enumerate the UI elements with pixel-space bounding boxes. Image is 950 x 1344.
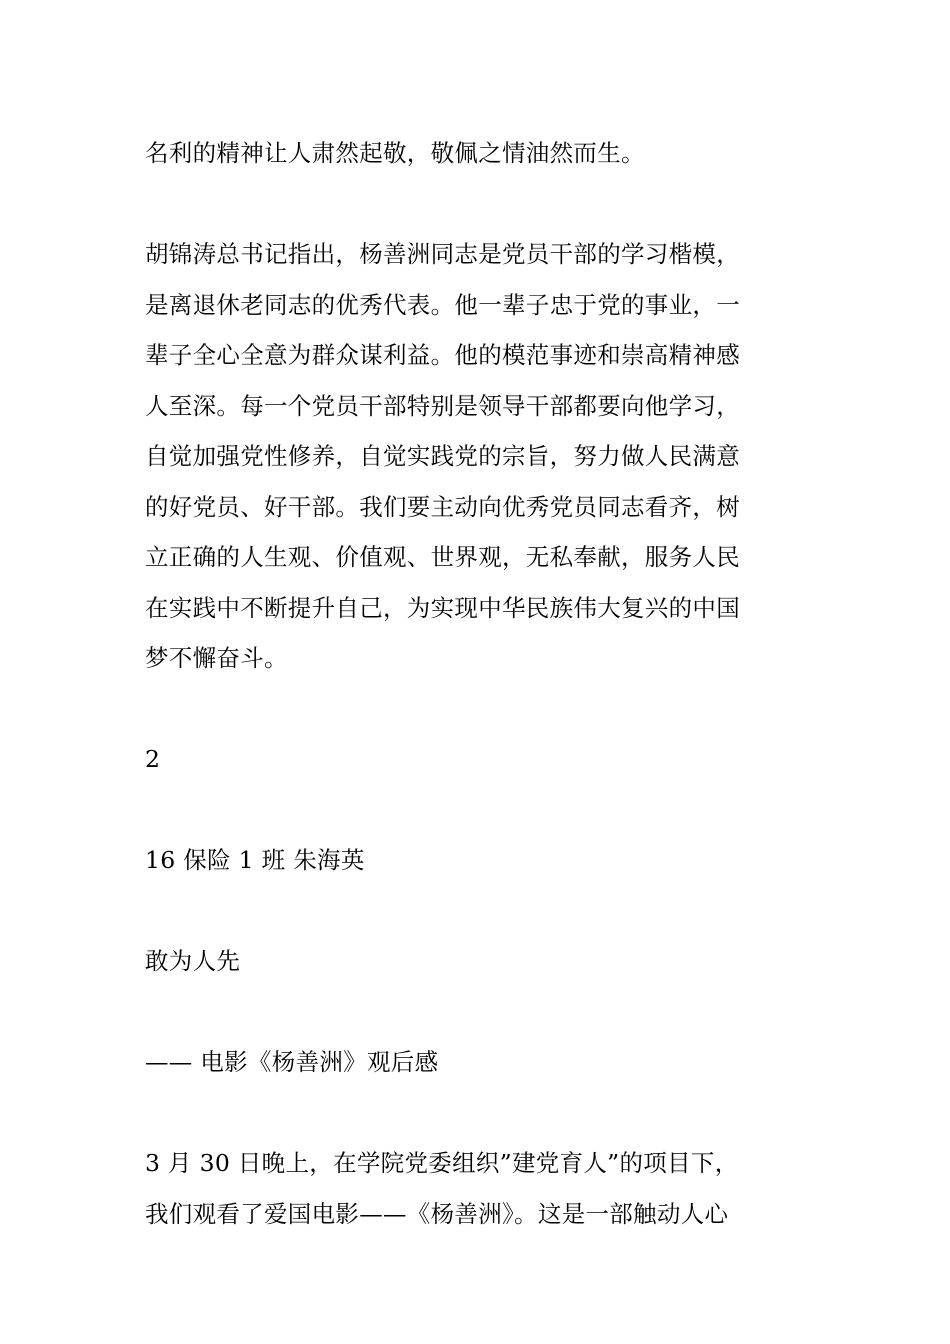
paragraph-gap <box>145 785 805 836</box>
text-line: 在实践中不断提升自己，为实现中华民族伟大复兴的中国 <box>145 593 740 622</box>
section-number: 2 <box>145 745 161 773</box>
text-line: 我们观看了爱国电影——《杨善洲》。这是一部触动人心 <box>145 1199 729 1228</box>
text-line: 名利的精神让人肃然起敬，敬佩之情油然而生。 <box>145 139 645 167</box>
essay-subtitle: —— 电影《杨善洲》观后感 <box>145 1048 439 1076</box>
paragraph-gap <box>145 1088 805 1139</box>
text-line: 梦不懈奋斗。 <box>145 644 288 672</box>
text-line: 自觉加强党性修养，自觉实践党的宗旨，努力做人民满意 <box>145 442 740 470</box>
paragraph-gap <box>145 179 805 230</box>
body-paragraph <box>145 229 805 684</box>
author-line: 16 保险 1 班 朱海英 <box>145 846 365 874</box>
text-line: 辈子全心全意为群众谋利益。他的模范事迹和崇高精神感 <box>145 341 740 369</box>
text-line: 是离退休老同志的优秀代表。他一辈子忠于党的事业，一 <box>145 290 740 319</box>
text-line: 人至深。每一个党员干部特别是领导干部都要向他学习， <box>145 391 740 420</box>
text-line: 的好党员、好干部。我们要主动向优秀党员同志看齐，树 <box>145 492 740 521</box>
document-page <box>145 128 805 1239</box>
paragraph-gap <box>145 987 805 1038</box>
text-line: 立正确的人生观、价值观、世界观，无私奉献，服务人民 <box>145 543 740 571</box>
paragraph-gap <box>145 886 805 937</box>
text-line: 胡锦涛总书记指出，杨善洲同志是党员干部的学习楷模， <box>145 240 740 268</box>
text-line: 3 月 30 日晚上，在学院党委组织”建党育人”的项目下， <box>145 1149 739 1177</box>
paragraph-gap <box>145 684 805 735</box>
essay-title: 敢为人先 <box>145 947 241 975</box>
body-paragraph <box>145 1138 805 1239</box>
